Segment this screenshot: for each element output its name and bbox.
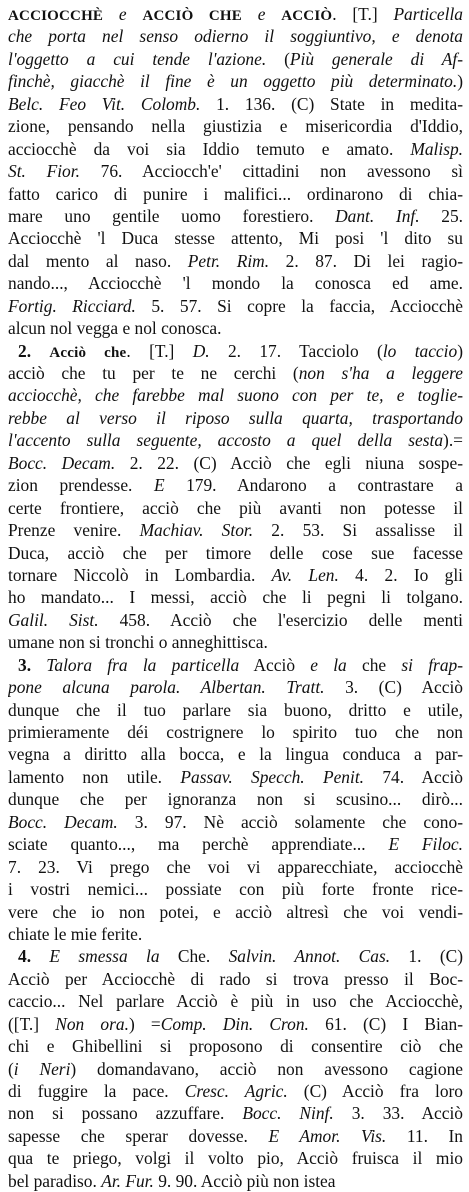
- text-segment: Petr. Rim.: [187, 250, 270, 271]
- entry-line: [8, 609, 463, 631]
- text-segment: 7. 23. Vi prego che voi vi apparecchiate, acciocchè: [8, 856, 463, 877]
- entry-line: [8, 183, 463, 205]
- text-segment: umane non si tronchi o anneghittisca.: [8, 632, 268, 653]
- text-segment: giacchè il fine è un oggetto più determinato.: [70, 71, 458, 92]
- text-segment: finchè,: [8, 71, 71, 92]
- entry-text-column: [8, 3, 463, 1192]
- text-segment: 4. 2. Io gli: [338, 564, 463, 585]
- text-segment: che: [346, 654, 402, 675]
- text-segment: i vostri nemici... possiate con più forte fronte rice-: [8, 879, 463, 900]
- text-segment: caccio... Nel parlare Acciò è più in uso che Acciocchè,: [8, 991, 463, 1012]
- text-segment: Bocc. Decam.: [8, 452, 116, 473]
- text-segment: 9. 90. Acciò più non istea: [153, 1170, 336, 1191]
- text-segment: certe frontiere, acciò che più avanti non potesse il: [8, 497, 463, 518]
- text-segment: Belc. Feo Vit. Colomb.: [8, 93, 201, 114]
- text-segment: l'accento sulla seguente, accosto a quel della sesta: [8, 430, 444, 451]
- entry-line: [8, 901, 463, 923]
- text-segment: Galil. Sist.: [8, 609, 99, 630]
- text-segment: primieramente déi costrignere lo spirito tuo che non: [8, 722, 463, 742]
- text-segment: non si possano azzuffare.: [8, 1103, 243, 1124]
- text-segment: Salvin. Annot. Cas.: [228, 946, 391, 967]
- text-segment: ): [457, 340, 463, 361]
- text-segment: sapesse che sperar dovesse.: [8, 1125, 269, 1146]
- entry-line: [8, 93, 463, 115]
- entry-line: [8, 250, 463, 272]
- entry-line: [8, 227, 463, 249]
- text-segment: 2.: [18, 340, 50, 361]
- text-segment: E: [153, 475, 165, 496]
- text-segment: lamento non utile.: [8, 766, 181, 787]
- text-segment: di fuggire la pace.: [8, 1081, 185, 1101]
- text-segment: acciocchè,: [8, 385, 96, 406]
- text-segment: 61. (C) I Bian-: [308, 1013, 463, 1034]
- text-segment: non s'ha a leggere: [298, 363, 463, 383]
- entry-line: [8, 138, 463, 160]
- text-segment: Acciò per Acciocchè di rado si trova presso il Boc-: [8, 968, 463, 989]
- text-segment: St. Fior.: [8, 161, 80, 182]
- text-segment: 1. 136. (C) State in medita-: [200, 93, 463, 114]
- text-segment: 3. 33. Acciò: [333, 1103, 463, 1124]
- text-segment: ) domandavano, acciò non avessono cagione: [70, 1058, 463, 1079]
- text-segment: i Neri: [13, 1058, 71, 1079]
- entry-line: [8, 497, 463, 519]
- text-segment: Che.: [159, 946, 229, 967]
- entry-line: [8, 160, 463, 182]
- entry-line: [8, 586, 463, 608]
- text-segment: Machiav. Stor.: [139, 520, 254, 541]
- text-segment: zione, pensando nella giustizia e misericordia d'Iddio,: [8, 116, 463, 137]
- text-segment: Cresc. Agric.: [184, 1081, 288, 1101]
- text-segment: Bocc. Decam.: [8, 811, 118, 832]
- text-segment: Bocc. Ninf.: [242, 1103, 334, 1124]
- text-segment: e: [241, 4, 282, 24]
- entry-line: [8, 474, 463, 496]
- entry-line: [8, 766, 463, 788]
- entry-line: [8, 1013, 463, 1035]
- text-segment: 5. 57. Si copre la faccia, Acciocchè: [135, 295, 463, 316]
- entry-line: [8, 721, 463, 743]
- text-segment: . [T.]: [126, 340, 193, 361]
- entry-line: [8, 564, 463, 586]
- text-segment: ACCIOCCHÈ: [8, 8, 104, 24]
- text-segment: Av. Len.: [271, 564, 339, 585]
- text-segment: vere che io non potei, e acciò altresì che voi vendi-: [8, 901, 463, 922]
- text-segment: 11. In: [386, 1125, 463, 1146]
- text-segment: 2. 17. Tacciolo (: [209, 340, 383, 361]
- text-segment: chiate le mie ferite.: [8, 923, 143, 944]
- text-segment: 74. Acciò: [364, 766, 463, 787]
- text-segment: Passav. Specch. Penit.: [180, 766, 365, 787]
- text-segment: ).=: [443, 430, 463, 451]
- text-segment: acciò che tu per te ne cerchi (: [8, 363, 299, 383]
- text-segment: . [T.]: [332, 4, 394, 24]
- text-segment: E Filoc.: [388, 834, 463, 855]
- text-segment: sciate quanto..., ma perchè apprendiate...: [8, 834, 389, 855]
- text-segment: Acciò: [239, 654, 311, 675]
- entry-line: [8, 968, 463, 990]
- text-segment: dal mento al naso.: [8, 250, 188, 271]
- text-segment: 2. 87. Di lei ragio-: [269, 250, 463, 271]
- text-segment: lo taccio: [382, 340, 458, 361]
- entry-line: [8, 407, 463, 429]
- text-segment: 179. Andarono a contrastare a: [164, 475, 463, 496]
- entry-line: [8, 676, 463, 698]
- entry-line: [8, 542, 463, 564]
- entry-line: [8, 317, 463, 339]
- text-segment: ACCIÒ: [281, 8, 333, 24]
- entry-line: [8, 699, 463, 721]
- text-segment: e: [103, 4, 143, 24]
- text-segment: nando..., Acciocchè 'l mondo la conosca ed ame.: [8, 273, 463, 294]
- entry-line: [8, 1125, 463, 1147]
- text-segment: 3. (C) Acciò: [324, 677, 463, 698]
- text-segment: ): [457, 71, 463, 92]
- text-segment: zion prendesse.: [8, 475, 154, 496]
- text-segment: Fortig. Ricciard.: [8, 295, 136, 316]
- entry-line: [8, 856, 463, 878]
- entry-line: [8, 631, 463, 653]
- text-segment: Particella: [393, 4, 463, 24]
- text-segment: E smessa la: [49, 946, 160, 967]
- text-segment: vegna a diritto alla bocca, e la lingua conduca a par-: [8, 744, 463, 765]
- text-segment: dunque che per ignoranza non si scusino... dirò...: [8, 789, 463, 810]
- text-segment: Malisp.: [410, 138, 463, 159]
- entry-line: [8, 115, 463, 137]
- text-segment: Ar. Fur.: [101, 1170, 154, 1191]
- text-segment: Comp. Din. Cron.: [160, 1013, 309, 1034]
- text-segment: e la: [310, 654, 347, 675]
- text-segment: (: [8, 1058, 14, 1079]
- text-segment: Acciò che: [49, 344, 127, 361]
- text-segment: ) =: [128, 1013, 161, 1034]
- entry-line: [8, 743, 463, 765]
- text-segment: tornare Niccolò in Lombardia.: [8, 564, 272, 585]
- text-segment: Acciocchè 'l Duca stesse attento, Mi posi 'l dito su: [8, 228, 463, 249]
- text-segment: Non ora.: [55, 1013, 129, 1034]
- entry-line: [8, 205, 463, 227]
- entry-line: [8, 1170, 463, 1192]
- text-segment: (: [284, 48, 290, 69]
- text-segment: rebbe al verso il riposo sulla quarta, trasportando: [8, 407, 463, 428]
- entry-line: [8, 3, 463, 25]
- entry-line: [8, 272, 463, 294]
- text-segment: ([T.]: [8, 1013, 56, 1034]
- text-segment: 4.: [18, 946, 50, 967]
- entry-line: [8, 70, 463, 92]
- entry-line: [8, 295, 463, 317]
- entry-line: [8, 429, 463, 451]
- text-segment: 25.: [419, 205, 463, 226]
- text-segment: 458. Acciò che l'esercizio delle menti: [98, 609, 463, 630]
- text-segment: dunque che il tuo parlare sia buono, dritto e utile,: [8, 699, 463, 720]
- text-segment: 3.: [18, 654, 47, 675]
- text-segment: Prenze venire.: [8, 520, 140, 541]
- entry-line: [8, 340, 463, 362]
- text-segment: 2. 53. Si assalisse il: [253, 520, 463, 541]
- text-segment: che farebbe mal suono con per te, e toglie-: [95, 385, 463, 406]
- text-segment: mare uno gentile uomo forestiero.: [8, 205, 336, 226]
- entry-line: [8, 833, 463, 855]
- entry-line: [8, 384, 463, 406]
- text-segment: Dant. Inf.: [335, 205, 420, 226]
- text-segment: 1. (C): [390, 946, 463, 967]
- text-segment: Più generale di Af-: [289, 48, 463, 69]
- text-segment: ho mandato... I messi, acciò che li pegni li tolgano.: [8, 587, 463, 608]
- text-segment: acciocchè da voi sia Iddio temuto e amato.: [8, 138, 411, 159]
- entry-line: [8, 1102, 463, 1124]
- entry-line: [8, 1035, 463, 1057]
- entry-line: [8, 25, 463, 47]
- text-segment: 3. 97. Nè acciò solamente che cono-: [117, 811, 463, 832]
- text-segment: alcun nol vegga e nol conosca.: [8, 318, 222, 339]
- text-segment: 2. 22. (C) Acciò che egli niuna sospe-: [115, 452, 463, 473]
- entry-line: [8, 878, 463, 900]
- entry-line: [8, 1058, 463, 1080]
- text-segment: qua te priego, volgi il volto pio, Acciò fruisca il mio: [8, 1148, 463, 1169]
- text-segment: fatto carico di punire i malifici... ordinarono di chia-: [8, 183, 463, 204]
- text-segment: Duca, acciò che per timore delle cose sue facesse: [8, 542, 463, 563]
- text-segment: che porta nel senso odierno il soggiuntivo, e denota: [8, 26, 463, 47]
- text-segment: E Amor. Vis.: [268, 1125, 387, 1146]
- entry-line: [8, 362, 463, 384]
- entry-line: [8, 811, 463, 833]
- text-segment: bel paradiso.: [8, 1170, 102, 1191]
- entry-line: [8, 654, 463, 676]
- entry-line: [8, 990, 463, 1012]
- entry-line: [8, 788, 463, 810]
- text-segment: pone alcuna parola. Albertan. Tratt.: [8, 677, 325, 698]
- entry-line: [8, 1147, 463, 1169]
- text-segment: si frap-: [401, 654, 463, 675]
- entry-line: [8, 519, 463, 541]
- entry-line: [8, 48, 463, 70]
- text-segment: Talora fra la particella: [46, 654, 240, 675]
- text-segment: ACCIÒ CHE: [142, 8, 242, 24]
- text-segment: l'oggetto a cui tende l'azione.: [8, 48, 285, 69]
- entry-line: [8, 1080, 463, 1102]
- text-segment: chi e Ghibellini si proposono di consentire ciò che: [8, 1036, 463, 1057]
- text-segment: (C) Acciò fra loro: [287, 1081, 463, 1101]
- text-segment: D.: [192, 340, 210, 361]
- entry-line: [8, 923, 463, 945]
- text-segment: 76. Acciocch'e' cittadini non avessono sì: [79, 161, 463, 182]
- entry-line: [8, 452, 463, 474]
- entry-line: [8, 945, 463, 967]
